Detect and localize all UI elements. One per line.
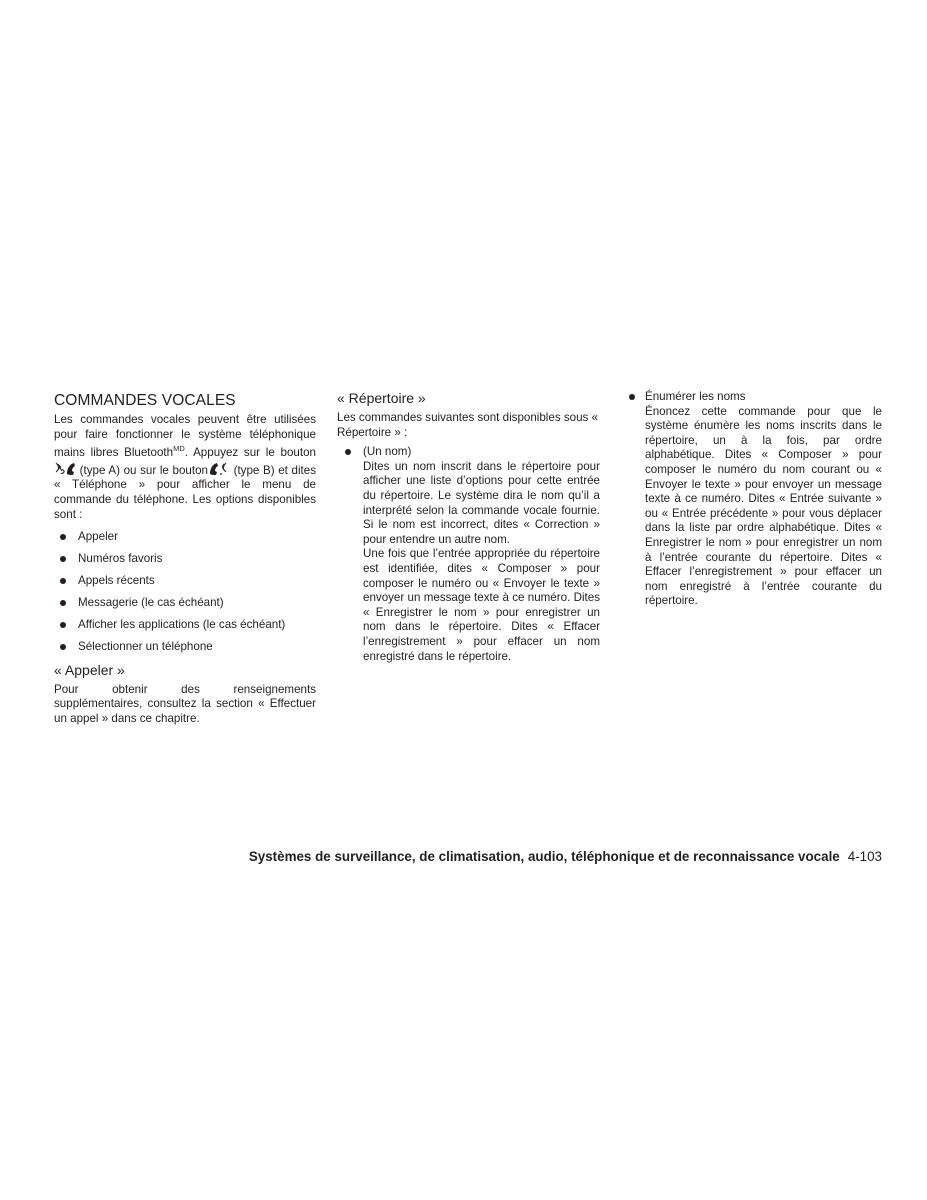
- intro-text-d: (type B) et dites « Téléphone » pour afficher le menu de commande du téléphone. Les options disponibles sont :: [54, 463, 316, 521]
- phone-voice-icon: [208, 461, 230, 477]
- column-2: [337, 390, 600, 664]
- list-item: Afficher les applications (le cas échéant): [54, 618, 316, 633]
- intro-text-c: (type A) ou sur le bouton: [76, 463, 208, 477]
- item-title: (Un nom): [363, 445, 412, 459]
- repertoire-item-un-nom: [337, 445, 600, 664]
- repertoire-intro: Les commandes suivantes sont disponibles sous « Répertoire » :: [337, 411, 599, 439]
- item-paragraph: Dites un nom inscrit dans le répertoire pour afficher une liste d’options pour cette entrée du répertoire. Le système dira le nom qu’il a interprété selon la commande vocale fournie. Si le nom est incorrect, dites « Correction » pour entendre un autre nom.: [363, 459, 600, 546]
- chapter-title: Systèmes de surveillance, de climatisation, audio, téléphonique et de reconnaissance vocale: [248, 849, 840, 864]
- list-item: Messagerie (le cas échéant): [54, 596, 316, 611]
- list-item: Numéros favoris: [54, 552, 316, 567]
- list-item: Appeler: [54, 530, 316, 545]
- trademark-superscript: MD: [173, 444, 185, 454]
- intro-text-b: . Appuyez sur le bouton: [184, 446, 316, 460]
- item-paragraph: Énoncez cette commande pour que le système énumère les noms inscrits dans le répertoire, un à la fois, par ordre alphabétique. Dites « Composer » pour composer le numéro du nom courant ou « Envoyer le texte » pour envoyer un message texte à ce numéro. Dites « Entrée suivante » ou « Entrée précédente » pour vous déplacer dans la liste par ordre alphabétique. Dites « Enregistrer le nom » pour enregistrer un nom à l’entrée courante du répertoire. Dites « Effacer l’enregistrement » pour effacer un nom enregistré à l’entrée courante du répertoire.: [645, 404, 882, 608]
- item-paragraph: Une fois que l’entrée appropriée du répertoire est identifiée, dites « Composer » pour composer le numéro ou « Envoyer le texte » envoyer un message texte à ce numéro. Dites « Enregistrer le nom » pour enregistrer un nom dans le répertoire. Dites « Effacer l’enregistrement » pour effacer un nom enregistré dans le répertoire.: [363, 547, 600, 663]
- bullet: [345, 449, 351, 455]
- list-item: Sélectionner un téléphone: [54, 640, 316, 655]
- column-1: [54, 390, 316, 726]
- subheading-appeler: « Appeler »: [54, 661, 125, 678]
- section-heading-commandes-vocales: COMMANDES VOCALES: [54, 392, 236, 409]
- intro-text-a: Les commandes vocales peuvent être utilisées pour faire fonctionner le système téléphonique mains libres Bluetooth: [54, 413, 316, 460]
- list-item: Appels récents: [54, 574, 316, 589]
- intro-paragraph: [54, 413, 316, 522]
- page-footer: [180, 848, 882, 865]
- subheading-repertoire: « Répertoire »: [337, 390, 426, 406]
- bullet: [629, 394, 635, 400]
- repertoire-item-enumerer: [627, 390, 882, 609]
- voice-command-options-list: [54, 530, 316, 654]
- item-title: Énumérer les noms: [645, 390, 746, 403]
- page-number: 4-103: [847, 849, 882, 864]
- appeler-paragraph: Pour obtenir des renseignements supplémentaires, consultez la section « Effectuer un appel » dans ce chapitre.: [54, 682, 316, 725]
- phone-voice-icon: [54, 461, 76, 477]
- column-3: [627, 390, 882, 609]
